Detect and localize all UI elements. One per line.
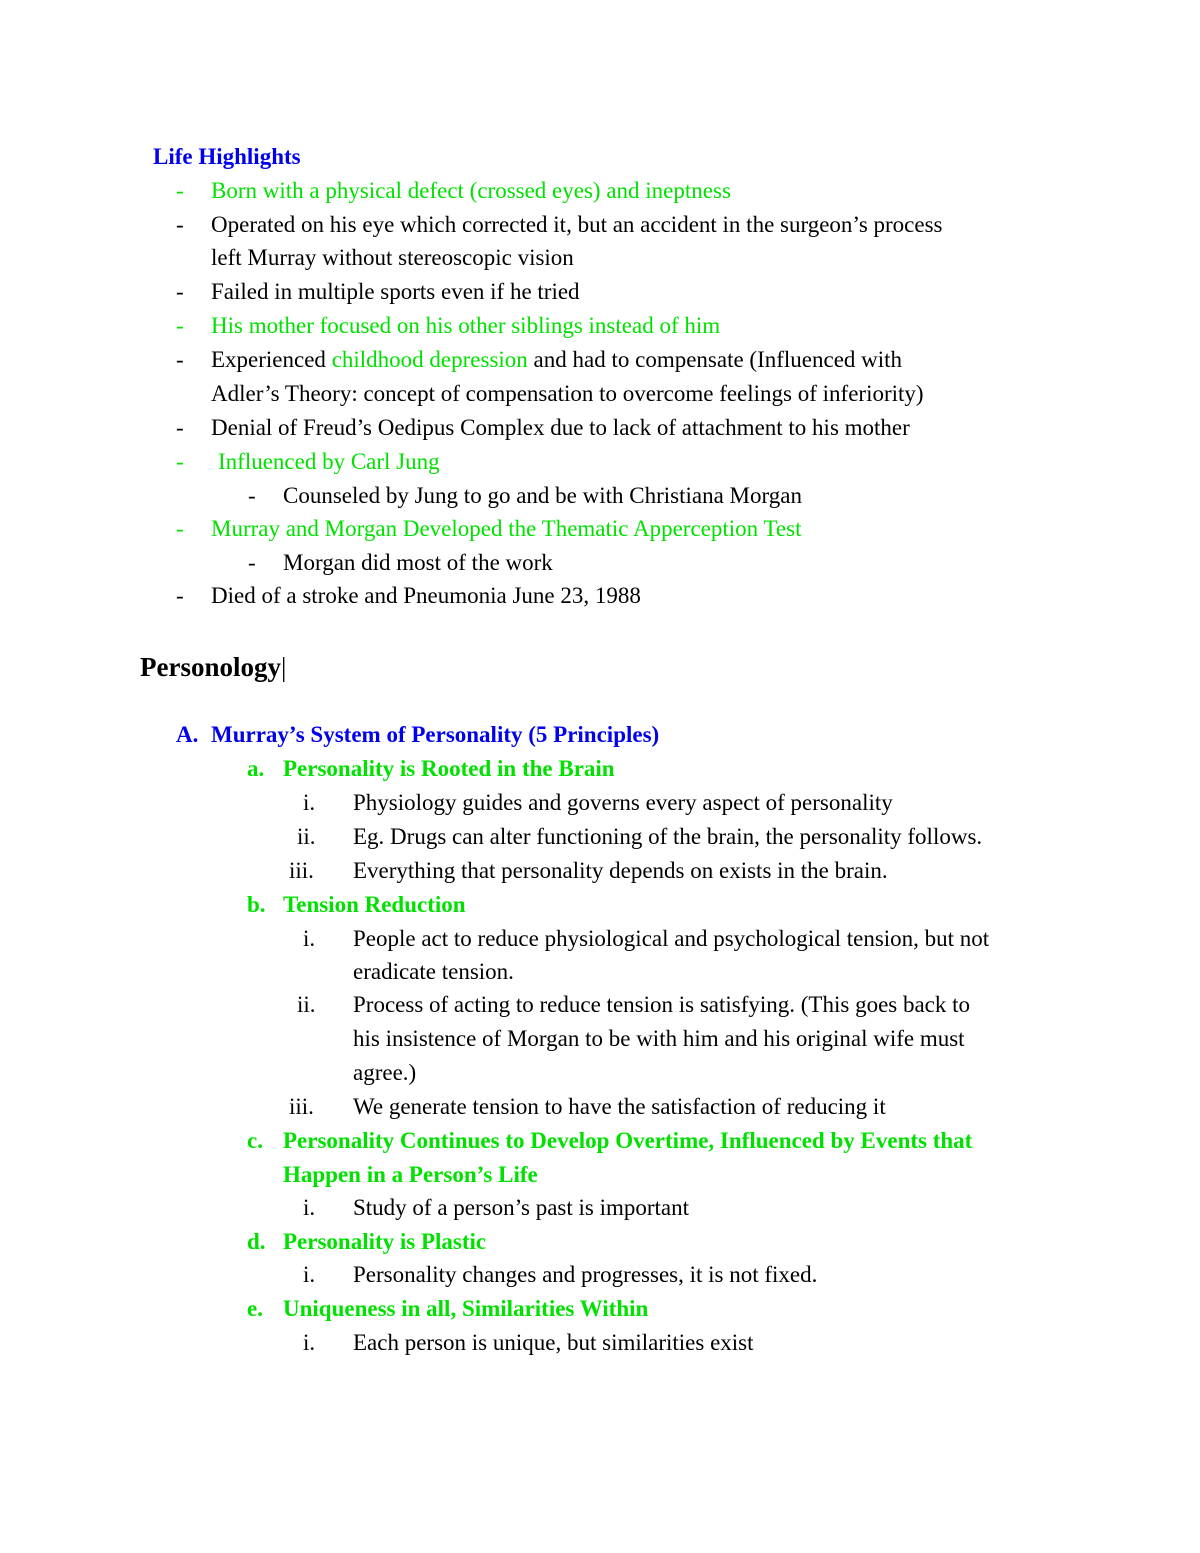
outline-marker: A. [176, 722, 199, 747]
principle-title: Tension Reduction [283, 892, 466, 917]
point-text: his insistence of Morgan to be with him and his original wife must [353, 1026, 965, 1051]
list-item-text: Morgan did most of the work [283, 550, 553, 575]
roman-marker: i. [303, 790, 316, 815]
point-text: Process of acting to reduce tension is satisfying. (This goes back to [353, 992, 971, 1017]
principle-title: Happen in a Person’s Life [283, 1162, 538, 1187]
point-text: eradicate tension. [353, 959, 514, 984]
bullet-marker: - [176, 449, 184, 474]
list-item-text: left Murray without stereoscopic vision [211, 245, 574, 270]
point-text: Each person is unique, but similarities exist [353, 1330, 754, 1355]
bullet-marker: - [176, 583, 184, 608]
bullet-marker: - [176, 178, 184, 203]
bullet-marker: - [248, 483, 256, 508]
list-item-text: Operated on his eye which corrected it, but an accident in the surgeon’s process [211, 212, 943, 237]
point-text: Everything that personality depends on exists in the brain. [353, 858, 888, 883]
outline-marker: d. [247, 1229, 266, 1254]
point-text: agree.) [353, 1060, 417, 1085]
principle-title: Personality is Rooted in the Brain [283, 756, 615, 781]
outline-marker: c. [247, 1128, 263, 1153]
point-text: Physiology guides and governs every aspect of personality [353, 790, 893, 815]
text-run: and had to compensate (Influenced with [527, 347, 903, 372]
outline-marker: b. [247, 892, 266, 917]
bullet-marker: - [176, 212, 184, 237]
roman-marker: i. [303, 1330, 316, 1355]
bullet-marker: - [176, 279, 184, 304]
principle-title: Uniqueness in all, Similarities Within [283, 1296, 649, 1321]
principle-title: Personality Continues to Develop Overtime, Influenced by Events that [283, 1128, 973, 1153]
outline-marker: e. [247, 1296, 263, 1321]
outline-heading-text: Murray’s System of Personality (5 Principles) [211, 722, 660, 747]
list-item-text: Failed in multiple sports even if he tried [211, 279, 580, 304]
roman-marker: i. [303, 926, 316, 951]
list-item-text [211, 343, 902, 377]
highlighted-phrase: childhood depression [331, 347, 528, 372]
point-text: We generate tension to have the satisfaction of reducing it [353, 1094, 886, 1119]
list-item-text: His mother focused on his other siblings instead of him [211, 313, 721, 338]
list-item-text: Died of a stroke and Pneumonia June 23, 1988 [211, 583, 641, 608]
bullet-marker: - [176, 313, 184, 338]
point-text: Study of a person’s past is important [353, 1195, 690, 1220]
roman-marker: ii. [297, 992, 316, 1017]
bullet-marker: - [176, 347, 184, 372]
principle-title: Personality is Plastic [283, 1229, 487, 1254]
point-text: Eg. Drugs can alter functioning of the brain, the personality follows. [353, 824, 983, 849]
list-item-text: Influenced by Carl Jung [218, 449, 440, 474]
section-title-text: Personology [140, 652, 281, 682]
section-title [140, 648, 286, 686]
list-item-text: Denial of Freud’s Oedipus Complex due to lack of attachment to his mother [211, 415, 910, 440]
bullet-marker: - [176, 415, 184, 440]
roman-marker: i. [303, 1262, 316, 1287]
point-text: Personality changes and progresses, it is not fixed. [353, 1262, 818, 1287]
list-item-text: Born with a physical defect (crossed eyes) and ineptness [211, 178, 731, 203]
text-cursor: | [281, 652, 287, 682]
point-text: People act to reduce physiological and psychological tension, but not [353, 926, 990, 951]
roman-marker: iii. [289, 1094, 314, 1119]
list-item-text: Counseled by Jung to go and be with Christiana Morgan [283, 483, 802, 508]
list-item-text: Murray and Morgan Developed the Thematic Apperception Test [211, 516, 802, 541]
bullet-marker: - [248, 550, 256, 575]
roman-marker: iii. [289, 858, 314, 883]
bullet-marker: - [176, 516, 184, 541]
roman-marker: ii. [297, 824, 316, 849]
life-highlights-title: Life Highlights [153, 144, 301, 169]
roman-marker: i. [303, 1195, 316, 1220]
outline-marker: a. [247, 756, 265, 781]
list-item-text: Adler’s Theory: concept of compensation to overcome feelings of inferiority) [211, 381, 924, 406]
text-run: Experienced [211, 347, 332, 372]
